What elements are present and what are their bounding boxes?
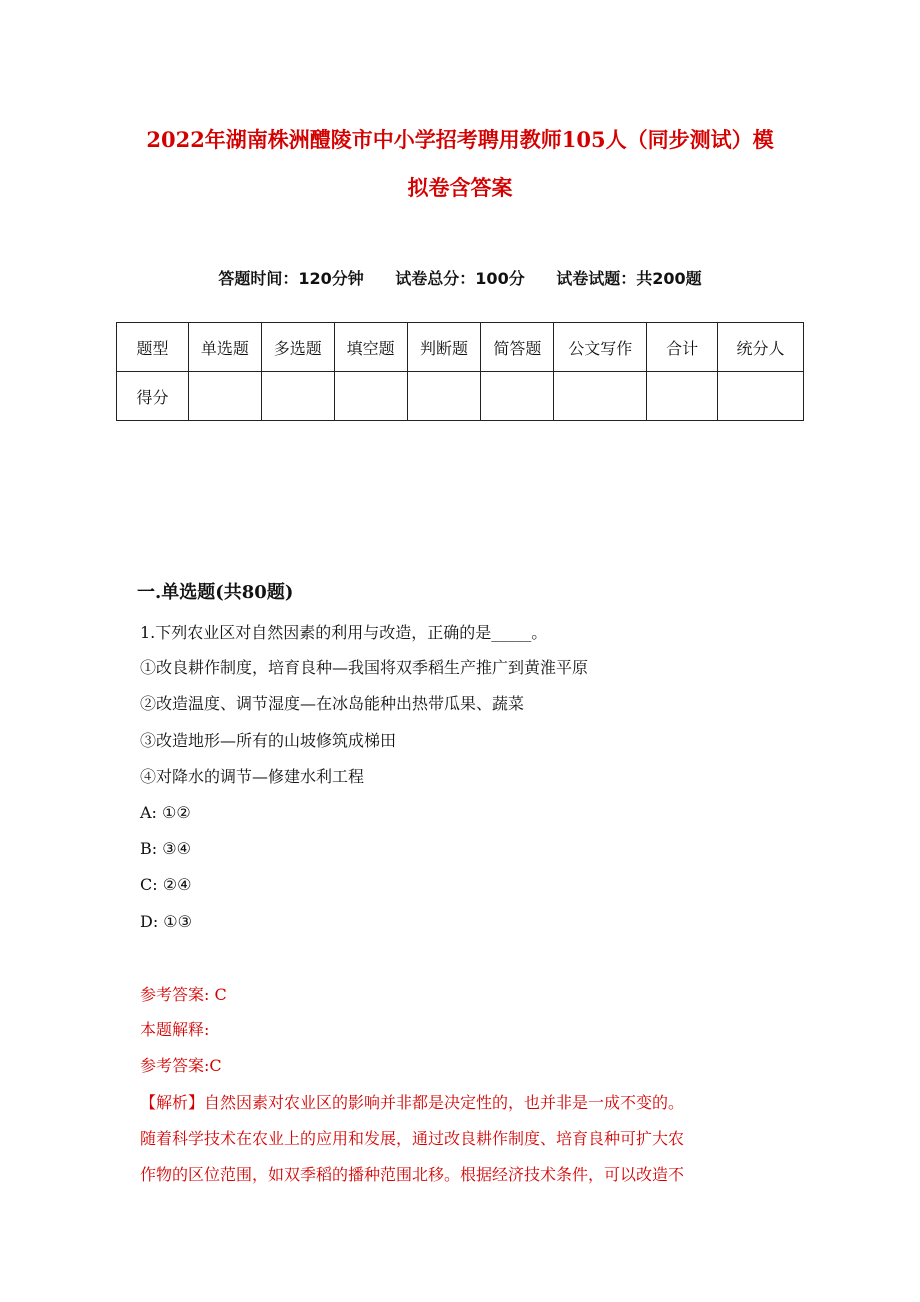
score-table-header: 统分人: [718, 323, 804, 372]
score-table-header: 单选题: [188, 323, 261, 372]
reference-answer-repeat: 参考答案:C: [140, 1056, 222, 1075]
score-cell: [554, 372, 647, 421]
score-table-header: 合计: [647, 323, 718, 372]
question-item: ①改良耕作制度，培育良种—我国将双季稻生产推广到黄淮平原: [140, 658, 589, 677]
question-item: ③改造地形—所有的山坡修筑成梯田: [140, 731, 397, 750]
score-cell: [261, 372, 334, 421]
score-cell: [481, 372, 554, 421]
explanation-label: 本题解释:: [140, 1020, 210, 1039]
score-table-header: 判断题: [407, 323, 481, 372]
option-a: A: ①②: [140, 803, 191, 822]
analysis-line: 随着科学技术在农业上的应用和发展，通过改良耕作制度、培育良种可扩大农: [140, 1129, 685, 1148]
score-table-header-row: [117, 323, 804, 372]
section-title: 一.单选题(共80题): [137, 582, 294, 603]
score-table-header: 多选题: [261, 323, 334, 372]
score-row-label: 得分: [117, 372, 189, 421]
score-cell: [647, 372, 718, 421]
option-d: D: ①③: [140, 912, 192, 931]
reference-answer: 参考答案: C: [140, 985, 227, 1004]
score-table-score-row: [117, 372, 804, 421]
exam-time: 答题时间：120分钟: [218, 269, 364, 288]
score-cell: [718, 372, 804, 421]
score-table-header: 公文写作: [554, 323, 647, 372]
option-b: B: ③④: [140, 839, 191, 858]
analysis-line: 作物的区位范围，如双季稻的播种范围北移。根据经济技术条件，可以改造不: [140, 1165, 685, 1184]
score-table-header: 填空题: [334, 323, 407, 372]
exam-meta: [0, 266, 920, 289]
score-cell: [407, 372, 481, 421]
question-item: ②改造温度、调节湿度—在冰岛能种出热带瓜果、蔬菜: [140, 694, 525, 713]
exam-total-score: 试卷总分：100分: [395, 269, 525, 288]
document-title-line-2: 拟卷含答案: [407, 175, 513, 200]
document-title-line-1: 2022年湖南株洲醴陵市中小学招考聘用教师105人（同步测试）模: [146, 127, 774, 152]
score-cell: [188, 372, 261, 421]
score-table: [116, 322, 804, 421]
score-cell: [334, 372, 407, 421]
question-item: ④对降水的调节—修建水利工程: [140, 767, 365, 786]
exam-question-count: 试卷试题：共200题: [556, 269, 702, 288]
question-stem: 1.下列农业区对自然因素的利用与改造，正确的是_____。: [140, 623, 548, 642]
score-table-header: 题型: [117, 323, 189, 372]
analysis-line: 【解析】自然因素对农业区的影响并非都是决定性的，也并非是一成不变的。: [140, 1093, 685, 1112]
score-table-header: 简答题: [481, 323, 554, 372]
option-c: C: ②④: [140, 875, 192, 894]
